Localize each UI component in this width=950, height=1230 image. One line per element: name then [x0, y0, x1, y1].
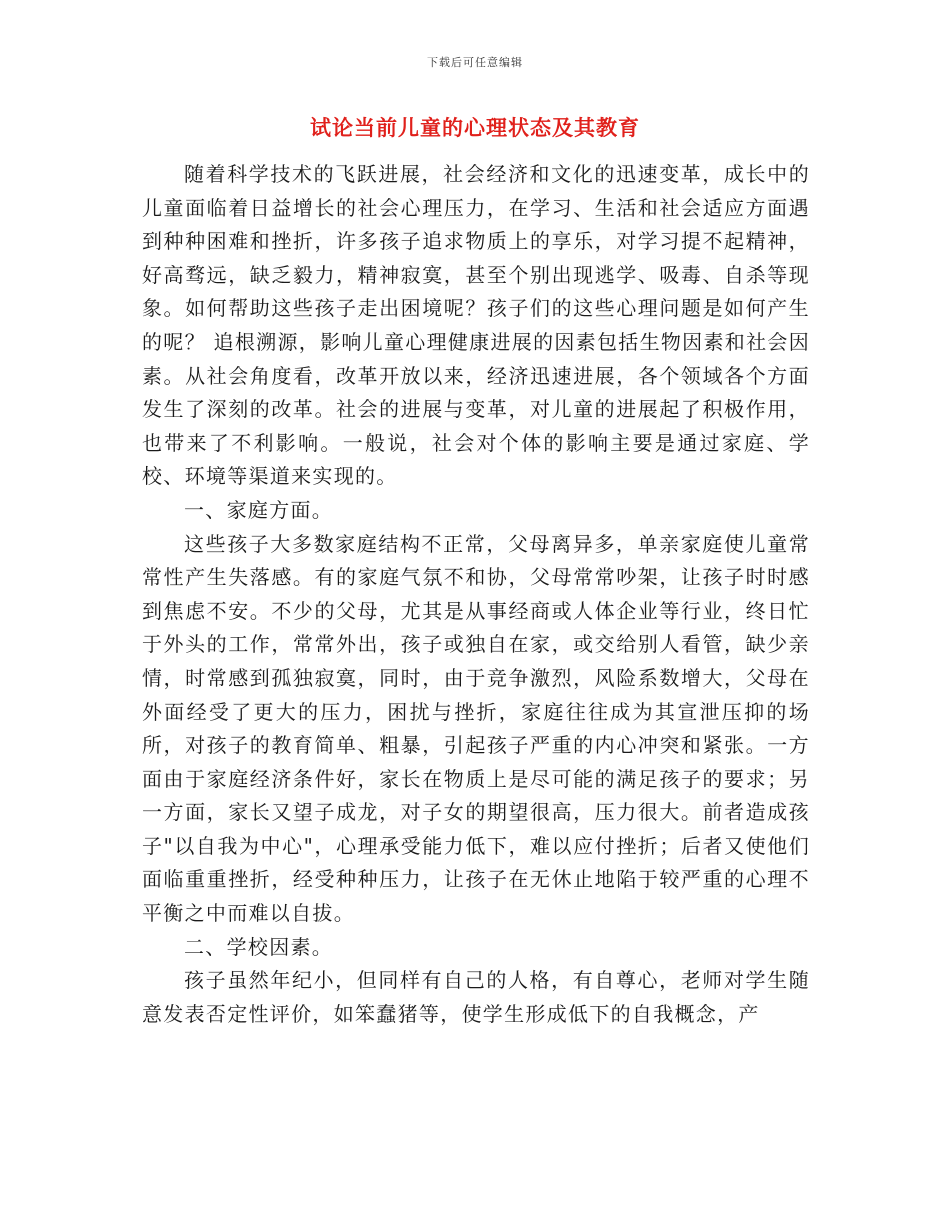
paragraph-school: 孩子虽然年纪小，但同样有自己的人格，有自尊心，老师对学生随意发表否定性评价，如笨蠢猪等，使学生形成低下的自我概念，产 — [142, 968, 810, 1026]
document-body — [142, 158, 810, 1031]
header-note: 下载后可任意编辑 — [427, 56, 523, 69]
paragraph-family: 这些孩子大多数家庭结构不正常，父母离异多，单亲家庭使儿童常常性产生失落感。有的家庭气氛不和协，父母常常吵架，让孩子时时感到焦虑不安。不少的父母，尤其是从事经商或人体企业等行业，终日忙于外头的工作，常常外出，孩子或独自在家，或交给别人看管，缺少亲情，时常感到孤独寂寞，同时，由于竞争激烈，风险系数增大，父母在外面经受了更大的压力，困扰与挫折，家庭往往成为其宣泄压抑的场所，对孩子的教育简单、粗暴，引起孩子严重的内心冲突和紧张。一方面由于家庭经济条件好，家长在物质上是尽可能的满足孩子的要求；另一方面，家长又望子成龙，对子女的期望很高，压力很大。前者造成孩子"以自我为中心"，心理承受能力低下，难以应付挫折；后者又使他们面临重重挫折，经受种种压力，让孩子在无休止地陷于较严重的心理不平衡之中而难以自拔。 — [142, 531, 810, 926]
section-heading-school: 二、学校因素。 — [184, 934, 334, 959]
document-title: 试论当前儿童的心理状态及其教育 — [310, 116, 640, 140]
section-heading-family: 一、家庭方面。 — [184, 497, 334, 522]
paragraph-intro: 随着科学技术的飞跃进展，社会经济和文化的迅速变革，成长中的儿童面临着日益增长的社会心理压力，在学习、生活和社会适应方面遇到种种困难和挫折，许多孩子追求物质上的享乐，对学习提不起精神，好高骛远，缺乏毅力，精神寂寞，甚至个别出现逃学、吸毒、自杀等现象。如何帮助这些孩子走出困境呢？孩子们的这些心理问题是如何产生的呢？ 追根溯源，影响儿童心理健康进展的因素包括生物因素和社会因素。从社会角度看，改革开放以来，经济迅速进展，各个领域各个方面发生了深刻的改革。社会的进展与变革，对儿童的进展起了积极作用，也带来了不利影响。一般说，社会对个体的影响主要是通过家庭、学校、环境等渠道来实现的。 — [142, 162, 810, 489]
